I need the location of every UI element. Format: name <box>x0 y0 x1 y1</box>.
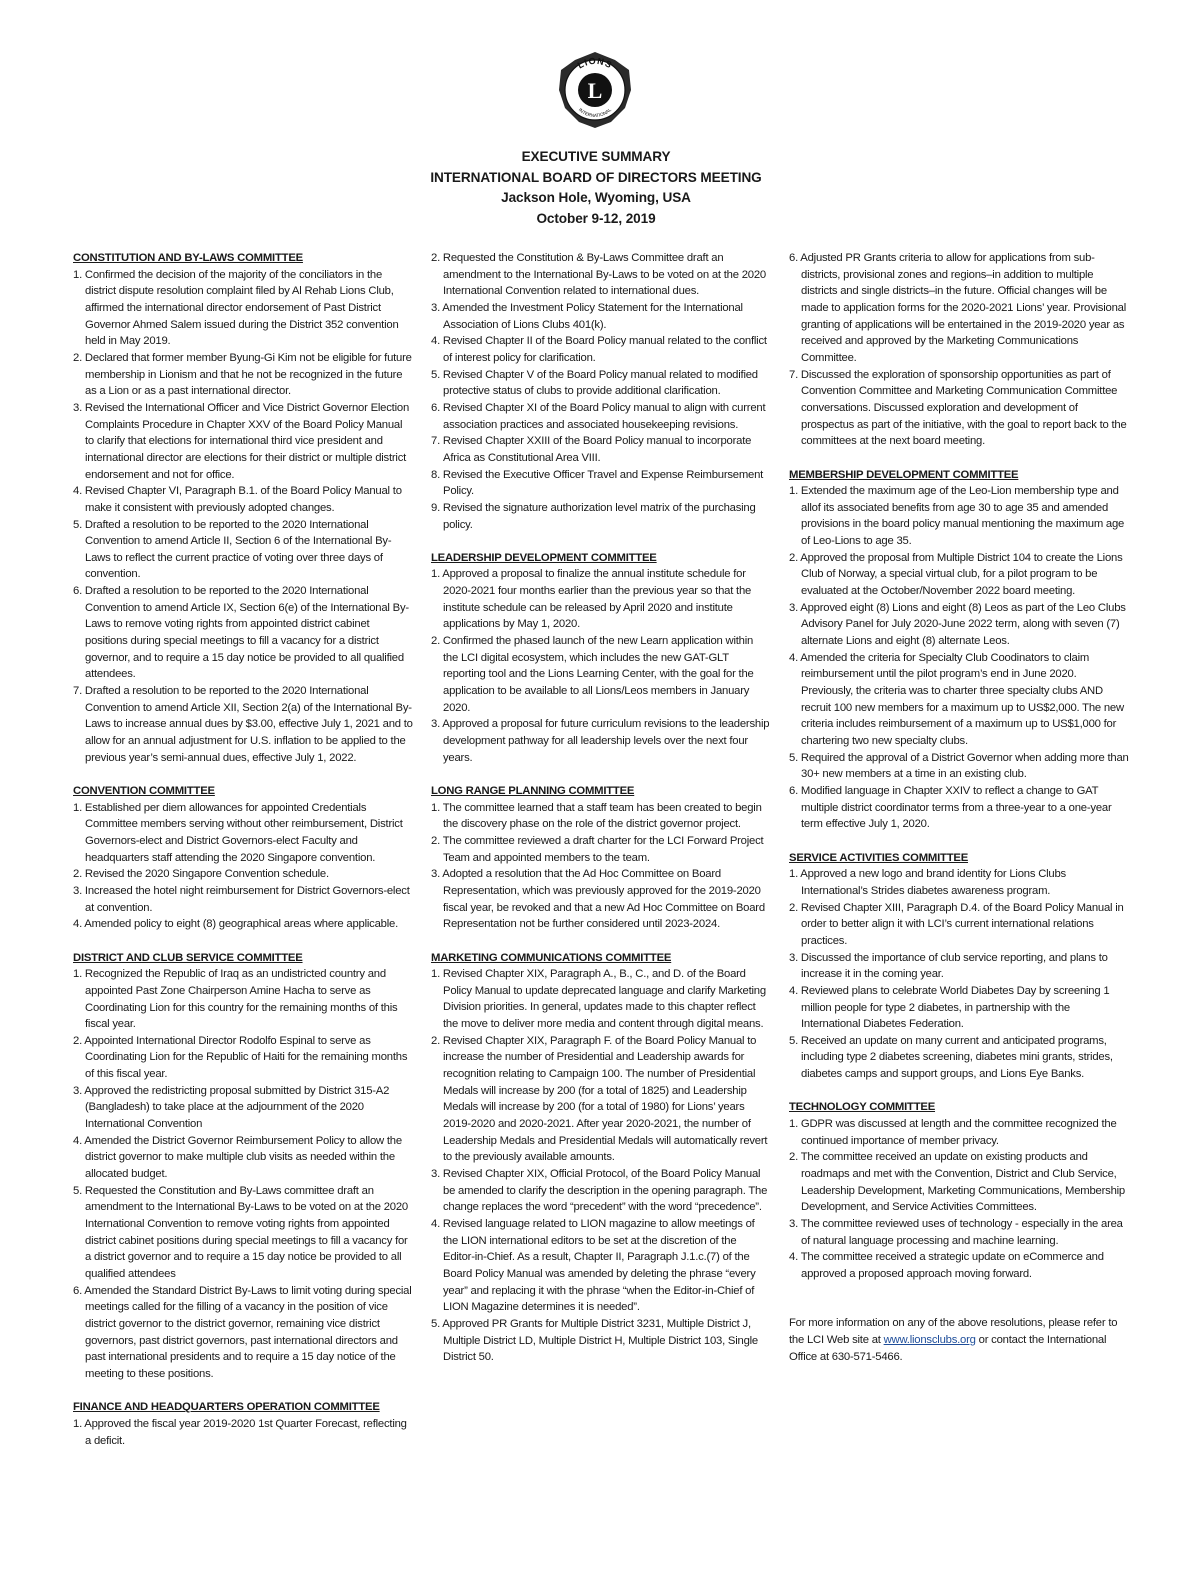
list-item: 2. Revised Chapter XIX, Paragraph F. of the Board Policy Manual to increase the number of Presidential and Leadership awards for recognition relating to Campaign 100. The number of Presidential Medals will increase by 200 (for a total of 1825) and Leadership Medals will increase by 200 (for a total of 1980) for Lions’ years 2019-2020 and 2020-2021. After year 2020-2021, the number of Leadership Medals and Presidential Medals will automatically revert to the previously available amounts. <box>431 1034 768 1164</box>
list-item: 6. Drafted a resolution to be reported to the 2020 International Convention to amend Article IX, Section 6(e) of the International By-Laws to remove voting rights from appointed district cabinet positions during special meetings to fill a vacancy for a district governor, and to require a 15 day notice be provided to all qualified attendees. <box>73 585 409 681</box>
list-item: 3. Adopted a resolution that the Ad Hoc Committee on Board Representation, which was previously approved for the 2019-2020 fiscal year, be revoked and that a new Ad Hoc Committee on Board Representation not be further considered until 2023-2024. <box>431 868 765 931</box>
section-title: CONVENTION COMMITTEE <box>73 784 215 797</box>
list-item: 1. Approved a new logo and brand identity for Lions Clubs International’s Strides diabetes awareness program. <box>789 868 1066 897</box>
list-item: 3. Revised Chapter XIX, Official Protocol, of the Board Policy Manual be amended to clarify the description in the opening paragraph. The change replaces the word “precedent” with the word “precedence”. <box>431 1168 768 1214</box>
list-item: 4. Revised language related to LION magazine to allow meetings of the LION international editors to be set at the discretion of the Editor-in-Chief. As a result, Chapter II, Paragraph J.1.c.(7) of the Board Policy Manual was amended by deleting the phrase “every year” and replacing it with the phrase “when the Editor-in-Chief of LION Magazine determines it is needed”. <box>431 1218 756 1314</box>
item-list <box>789 866 1129 1083</box>
list-item: 5. Revised Chapter V of the Board Policy manual related to modified protective status of clubs to provide additional clarification. <box>431 368 758 398</box>
section-service-activities <box>789 850 1129 1083</box>
item-list <box>431 250 771 533</box>
document-header <box>0 147 1192 229</box>
list-item: 3. Revised the International Officer and Vice District Governor Election Complaints Procedure in Chapter XXV of the Board Policy Manual to clarify that elections for international third vice president and international director are elections for their district or multiple district endorsement and not for office. <box>73 401 410 481</box>
list-item: 6. Amended the Standard District By-Laws to limit voting during special meetings called for the filling of a vacancy in the position of vice district governor to the district governor, remaining vice district governors, past district governors, past international directors and past international presidents and to require a 15 day notice of the meeting to these positions. <box>73 1284 412 1380</box>
list-item: 6. Adjusted PR Grants criteria to allow for applications from sub-districts, provisional zones and regions–in addition to multiple districts and single districts–in the future. Official changes will be made to application forms for the 2020-2021 Lions’ year. Provisional granting of applications will be entertained in the 2019-2020 year as received and approved by the Marketing Communications Committee. <box>789 252 1126 364</box>
section-marketing-continued <box>789 250 1129 450</box>
section-constitution <box>73 250 413 766</box>
list-item: 3. Approved eight (8) Lions and eight (8) Leos as part of the Leo Clubs Advisory Panel for July 2020-June 2022 term, along with seven (7) alternate Lions and eight (8) alternate Leos. <box>789 601 1126 648</box>
list-item: 4. Amended policy to eight (8) geographical areas where applicable. <box>73 918 399 931</box>
list-item: 6. Modified language in Chapter XXIV to reflect a change to GAT multiple district coordinator terms from a three-year to a one-year term effective July 1, 2020. <box>789 784 1112 831</box>
section-marketing <box>431 950 771 1366</box>
list-item: 1. Established per diem allowances for appointed Credentials Committee members serving without other reimbursement, District Governors-elect and District Governors-elect Faculty and headquarters staff attending the 2020 Singapore convention. <box>73 801 403 864</box>
list-item: 8. Revised the Executive Officer Travel and Expense Reimbursement Policy. <box>431 468 764 498</box>
logo-top-text: LIONS <box>575 55 615 71</box>
list-item: 1. The committee learned that a staff team has been created to begin the discovery phase on the role of the district governor project. <box>431 801 762 831</box>
item-list <box>431 566 771 766</box>
item-list <box>73 267 413 767</box>
item-list <box>789 1116 1129 1283</box>
header-title: EXECUTIVE SUMMARY <box>521 149 671 164</box>
list-item: 4. The committee received a strategic update on eCommerce and approved a proposed approach moving forward. <box>789 1251 1104 1280</box>
list-item: 5. Drafted a resolution to be reported to the 2020 International Convention to amend Article II, Section 6 of the International By-Laws to reflect the current practice of voting over three days of convention. <box>73 518 392 581</box>
section-technology <box>789 1099 1129 1282</box>
section-title: FINANCE AND HEADQUARTERS OPERATION COMMITTEE <box>73 1401 380 1414</box>
header-dates: October 9-12, 2019 <box>536 210 656 226</box>
list-item: 1. Approved the fiscal year 2019-2020 1st Quarter Forecast, reflecting a deficit. <box>73 1417 407 1447</box>
footer-note <box>789 1315 1129 1365</box>
list-item: 1. Confirmed the decision of the majority of the conciliators in the district dispute resolution complaint filed by Al Rehab Lions Club, affirmed the international director endorsement of Past District Governor Ahmed Salem issued during the District 352 convention held in May 2019. <box>73 268 399 348</box>
list-item: 2. The committee reviewed a draft charter for the LCI Forward Project Team and appointed members to the team. <box>431 834 764 864</box>
list-item: 9. Revised the signature authorization level matrix of the purchasing policy. <box>431 501 756 531</box>
list-item: 5. Required the approval of a District Governor when adding more than 30+ new members at a time in an existing club. <box>789 751 1129 781</box>
logo-letter: L <box>587 78 603 103</box>
list-item: 6. Revised Chapter XI of the Board Policy manual to align with current association practices and associated housekeeping revisions. <box>431 401 766 431</box>
section-title: MARKETING COMMUNICATIONS COMMITTEE <box>431 951 672 964</box>
list-item: 4. Amended the criteria for Specialty Club Coodinators to claim reimbursement until the pilot program’s end in June 2020. Previously, the criteria was to charter three specialty clubs AND recruit 100 new members for a maximum up to US$2,000. The new criteria includes reimbursement of a maximum up to US$1,000 for chartering two new specialty clubs. <box>789 651 1124 748</box>
section-district-club-service <box>73 950 413 1383</box>
list-item: 2. Declared that former member Byung-Gi Kim not be eligible for future membership in Lionism and that he not be recognized in the future as a Lion or as a past international director. <box>73 351 412 398</box>
section-membership <box>789 467 1129 833</box>
list-item: 3. Approved the redistricting proposal submitted by District 315-A2 (Bangladesh) to take place at the adjournment of the 2020 International Convention <box>73 1084 390 1131</box>
item-list <box>73 966 413 1382</box>
list-item: 5. Requested the Constitution and By-Laws committee draft an amendment to the International By-Laws to be voted on at the 2020 International Convention to remove voting rights from appointed district cabinet positions during special meetings to fill a vacancy for a district governor and to require a 15 day notice be provided to all qualified attendees <box>73 1184 408 1280</box>
list-item: 3. Discussed the importance of club service reporting, and plans to increase it in the coming year. <box>789 951 1108 981</box>
list-item: 1. Approved a proposal to finalize the annual institute schedule for 2020-2021 four months earlier than the previous year so that the institute schedule can be released by April 2020 and institute applications by May 1, 2020. <box>431 568 752 631</box>
section-leadership <box>431 550 771 767</box>
list-item: 4. Revised Chapter II of the Board Policy manual related to the conflict of interest policy for clarification. <box>431 335 767 364</box>
list-item: 2. Revised Chapter XIII, Paragraph D.4. of the Board Policy Manual in order to better align it with LCI’s current international relations practices. <box>789 901 1124 947</box>
header-subtitle: INTERNATIONAL BOARD OF DIRECTORS MEETING <box>430 169 762 185</box>
list-item: 2. Revised the 2020 Singapore Convention schedule. <box>73 868 329 881</box>
list-item: 2. The committee received an update on existing products and roadmaps and met with the Convention, District and Club Service, Leadership Development, Marketing Communications, Membership Development, and Service Activities Committees. <box>789 1151 1125 1214</box>
item-list <box>431 800 771 933</box>
item-list <box>73 800 413 933</box>
section-finance-continued <box>431 250 771 533</box>
list-item: 1. GDPR was discussed at length and the committee recognized the continued importance of member privacy. <box>789 1118 1117 1147</box>
list-item: 3. Amended the Investment Policy Statement for the International Association of Lions Clubs 401(k). <box>431 301 743 331</box>
list-item: 3. The committee reviewed uses of technology - especially in the area of natural language processing and machine learning. <box>789 1218 1123 1247</box>
list-item: 2. Approved the proposal from Multiple District 104 to create the Lions Club of Norway, a special virtual club, for a pilot program to be evaluated at the October/November 2022 board meeting. <box>789 551 1123 598</box>
header-location: Jackson Hole, Wyoming, USA <box>501 190 691 205</box>
list-item: 2. Confirmed the phased launch of the new Learn application within the LCI digital ecosystem, which includes the new GAT-GLT reporting tool and the Lions Learning Center, with the goal for the application to be available to all Lions/Leos members in January 2020. <box>431 635 754 714</box>
section-title: LEADERSHIP DEVELOPMENT COMMITTEE <box>431 551 657 564</box>
column-right <box>789 250 1129 1365</box>
section-title: LONG RANGE PLANNING COMMITTEE <box>431 784 635 797</box>
list-item: 7. Revised Chapter XXIII of the Board Policy manual to incorporate Africa as Constitutional Area VIII. <box>431 435 752 464</box>
footer-text-end: or contact the International Office at 630-571-5466. <box>789 1333 1107 1363</box>
column-middle <box>431 250 771 1383</box>
list-item: 7. Discussed the exploration of sponsorship opportunities as part of Convention Committee and Marketing Communication Committee conversations. Discussed exploration and development of prospectus as part of the initiative, with the goal to report back to the committees at the next board meeting. <box>789 368 1127 448</box>
section-long-range <box>431 783 771 933</box>
list-item: 1. Extended the maximum age of the Leo-Lion membership type and allof its associated benefits from age 30 to age 35 and amended provisions in the board policy manual mentioning the maximum age of Leo-Lions to age 35. <box>789 485 1125 548</box>
item-list <box>73 1416 413 1449</box>
list-item: 2. Requested the Constitution & By-Laws Committee draft an amendment to the International By-Laws to be voted on at the 2020 International Convention related to international dues. <box>431 252 766 298</box>
section-title: DISTRICT AND CLUB SERVICE COMMITTEE <box>73 951 303 964</box>
logo-bottom-text: INTERNATIONAL <box>577 107 613 119</box>
section-convention <box>73 783 413 933</box>
list-item: 5. Received an update on many current and anticipated programs, including type 2 diabetes screening, diabetes mini grants, strides, diabetes camps and support groups, and Lions Eye Banks. <box>789 1034 1113 1081</box>
list-item: 2. Appointed International Director Rodolfo Espinal to serve as Coordinating Lion for the Republic of Haiti for the remaining months of this fiscal year. <box>73 1034 408 1081</box>
column-left <box>73 250 413 1466</box>
list-item: 5. Approved PR Grants for Multiple District 3231, Multiple District J, Multiple District LD, Multiple District H, Multiple District 103, Single District 50. <box>431 1317 758 1364</box>
list-item: 1. Revised Chapter XIX, Paragraph A., B., C., and D. of the Board Policy Manual to update deprecated language and clarify Marketing Division priorities. In general, updates made to this chapter reflect the move to deliver more media and content through digital means. <box>431 968 766 1031</box>
section-title: SERVICE ACTIVITIES COMMITTEE <box>789 851 969 864</box>
list-item: 3. Approved a proposal for future curriculum revisions to the leadership development pathway for all leadership levels over the next four years. <box>431 718 770 764</box>
footer-text: For more information on any of the above resolutions, please refer to the LCI Web site at <box>789 1317 1118 1346</box>
list-item: 1. Recognized the Republic of Iraq as an undistricted country and appointed Past Zone Chairperson Amine Hacha to serve as Coordinating Lion for this country for the remaining months of this fiscal year. <box>73 968 398 1031</box>
section-title: MEMBERSHIP DEVELOPMENT COMMITTEE <box>789 468 1019 481</box>
list-item: 7. Drafted a resolution to be reported to the 2020 International Convention to amend Article XII, Section 2(a) of the International By-Laws to increase annual dues by $3.00, effective July 1, 2021 and to allow for an annual adjustment for U.S. inflation to be applied to the previous year’s semi-annual dues, effective July 1, 2022. <box>73 685 413 764</box>
list-item: 4. Amended the District Governor Reimbursement Policy to allow the district governor to make multiple club visits as needed within the allocated budget. <box>73 1134 402 1181</box>
item-list <box>431 966 771 1366</box>
item-list <box>789 250 1129 450</box>
section-finance <box>73 1399 413 1449</box>
list-item: 3. Increased the hotel night reimbursement for District Governors-elect at convention. <box>73 884 410 914</box>
list-item: 4. Revised Chapter VI, Paragraph B.1. of the Board Policy Manual to make it consistent with previously adopted changes. <box>73 485 402 514</box>
lionsclubs-link[interactable]: www.lionsclubs.org <box>883 1333 976 1346</box>
section-title: TECHNOLOGY COMMITTEE <box>789 1101 936 1114</box>
list-item: 4. Reviewed plans to celebrate World Diabetes Day by screening 1 million people for type 2 diabetes, in partnership with the International Diabetes Federation. <box>789 984 1110 1031</box>
section-title: CONSTITUTION AND BY-LAWS COMMITTEE <box>73 252 303 264</box>
lions-international-logo <box>555 50 635 130</box>
item-list <box>789 483 1129 833</box>
